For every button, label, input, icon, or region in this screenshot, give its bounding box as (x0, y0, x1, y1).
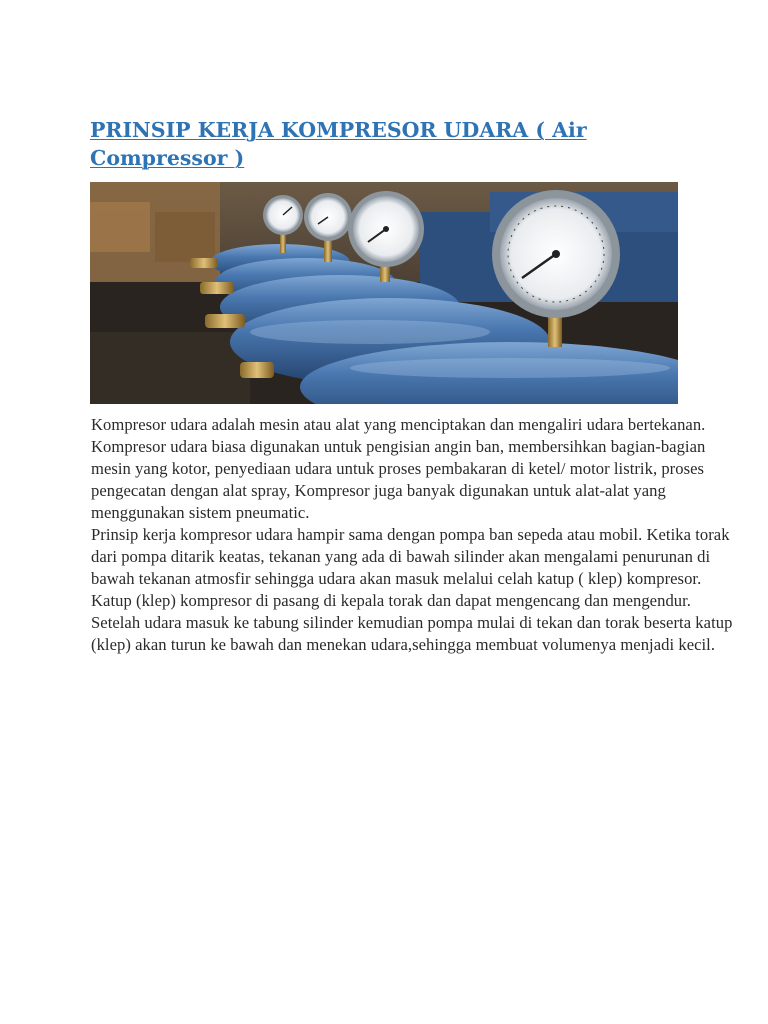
pressure-gauge-3 (348, 191, 424, 267)
paragraph-1: Kompresor udara adalah mesin atau alat yang menciptakan dan mengaliri udara bertekanan. Kompresor udara biasa digunakan untuk pengisian angin ban, membersihkan bagian-bagian mesin yang kotor, penyediaan udara untuk proses pembakaran di ketel/ motor listrik, proses pengecatan dengan alat spray, Kompresor juga banyak digunakan untuk alat-alat yang menggunakan sistem pneumatic. (91, 415, 706, 522)
pressure-gauge-2 (304, 193, 352, 241)
page-title (90, 116, 690, 172)
compressor-photo (90, 182, 678, 404)
pressure-gauge-4 (492, 190, 620, 318)
title-link[interactable]: PRINSIP KERJA KOMPRESOR UDARA ( Air Compressor ) (90, 118, 587, 170)
pressure-gauge-1 (263, 195, 303, 235)
paragraph-2: Prinsip kerja kompresor udara hampir sama dengan pompa ban sepeda atau mobil. Ketika torak dari pompa ditarik keatas, tekanan yang ada di bawah silinder akan mengalami penurunan di bawah tekanan atmosfir sehingga udara akan masuk melalui celah katup ( klep) kompresor. Katup (klep) kompresor di pasang di kepala torak dan dapat mengencang dan mengendur. Setelah udara masuk ke tabung silinder kemudian pompa mulai di tekan dan torak beserta katup (klep) akan turun ke bawah dan menekan udara,sehingga membuat volumenya menjadi kecil. (91, 525, 733, 654)
article-body (91, 414, 741, 656)
